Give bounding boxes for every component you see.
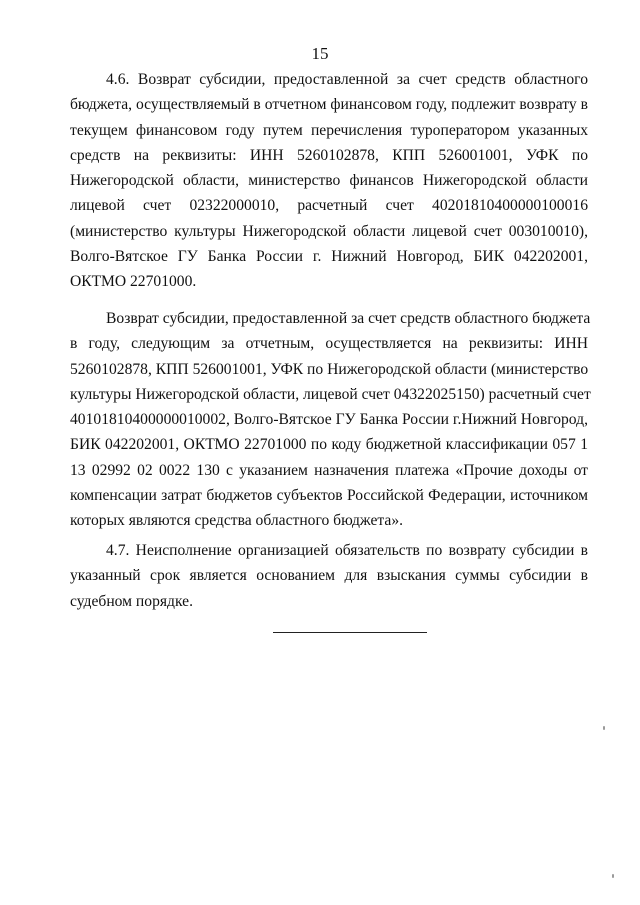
scan-speck (612, 874, 614, 878)
paragraph-line: 5260102878, КПП 526001001, УФК по Нижегородской области (министерство (70, 360, 589, 378)
paragraph-line: 40101810400000010002, Волго-Вятское ГУ Банка России г.Нижний Новгород, (70, 411, 588, 429)
paragraph-line: в году, следующим за отчетным, осуществляется на реквизиты: ИНН (70, 335, 588, 353)
paragraph-4-6 (70, 67, 588, 295)
paragraph-line: судебном порядке. (70, 592, 193, 610)
paragraph-line: ОКТМО 22701000. (70, 273, 197, 291)
paragraph-line: бюджета, осуществляемый в отчетном финансовом году, подлежит возврату в (70, 96, 588, 114)
page-number: 15 (311, 44, 329, 63)
scan-speck (603, 726, 605, 730)
end-divider-line (273, 632, 427, 633)
paragraph-refund-next-year (70, 306, 591, 534)
paragraph-line: текущем финансовом году путем перечисления туроператором указанных (70, 121, 588, 139)
paragraph-line: которых являются средства областного бюджета». (70, 512, 404, 530)
paragraph-line: (министерство культуры Нижегородской области лицевой счет 003010010), (70, 222, 588, 240)
paragraph-line: Волго-Вятское ГУ Банка России г. Нижний Новгород, БИК 042202001, (70, 248, 588, 266)
paragraph-line: БИК 042202001, ОКТМО 22701000 по коду бюджетной классификации 057 1 (70, 436, 588, 454)
paragraph-line: 4.7. Неисполнение организацией обязательств по возврату субсидии в (106, 542, 588, 559)
paragraph-line: средств на реквизиты: ИНН 5260102878, КПП 526001001, УФК по (70, 146, 588, 164)
paragraph-line: компенсации затрат бюджетов субъектов Российской Федерации, источником (70, 487, 588, 505)
paragraph-line: Возврат субсидии, предоставленной за счет средств областного бюджета (106, 310, 591, 327)
paragraph-line: 4.6. Возврат субсидии, предоставленной за счет средств областного (106, 71, 588, 88)
paragraph-line: лицевой счет 02322000010, расчетный счет 40201810400000100016 (70, 197, 588, 215)
paragraph-line: указанный срок является основанием для взыскания суммы субсидии в (70, 567, 588, 585)
paragraph-line: 13 02992 02 0022 130 с указанием назначения платежа «Прочие доходы от (70, 461, 588, 479)
paragraph-line: Нижегородской области, министерство финансов Нижегородской области (70, 172, 588, 190)
paragraph-4-7 (70, 538, 588, 614)
paragraph-line: культуры Нижегородской области, лицевой счет 04322025150) расчетный счет (70, 385, 591, 403)
